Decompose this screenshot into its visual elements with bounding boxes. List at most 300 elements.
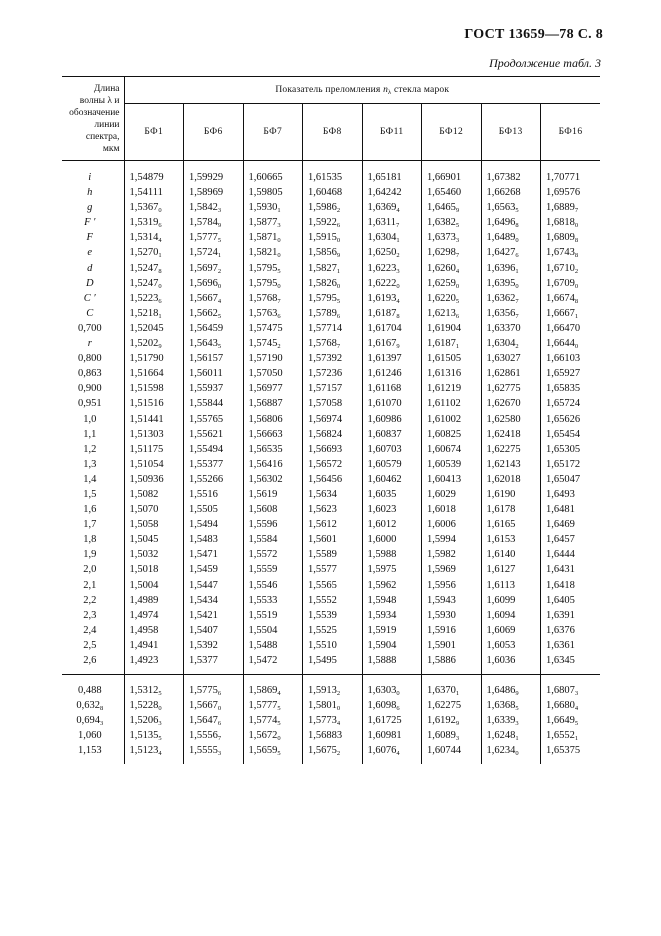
index-value: 1,5904: [362, 638, 422, 653]
index-value: 1,5434: [184, 593, 244, 608]
index-value: 1,5546: [243, 578, 303, 593]
index-value: 1,6035: [362, 487, 422, 502]
index-value: 1,5919: [362, 623, 422, 638]
index-value: 1,62018: [481, 472, 541, 487]
index-value: $1,5773_4$: [303, 713, 363, 728]
index-value: $1,6362_7$: [481, 291, 541, 306]
refractive-index-table: [62, 76, 600, 764]
index-value: $1,6710_2$: [541, 261, 601, 276]
index-value: 1,51441: [129, 413, 164, 425]
index-value: $1,6563_5$: [481, 200, 541, 215]
index-value: 1,5519: [243, 608, 303, 623]
index-value: 1,5969: [422, 562, 482, 577]
index-value: 1,5421: [184, 608, 244, 623]
index-value: $1,5228_0$: [129, 700, 162, 713]
wavelength-cell: i: [62, 170, 124, 185]
index-value: $1,5675_2$: [303, 743, 363, 758]
spacer-row: [62, 675, 600, 684]
spacer-row: [62, 759, 600, 764]
index-value: 1,58969: [184, 185, 244, 200]
index-value: 1,6140: [481, 547, 541, 562]
index-value: 1,61535: [303, 170, 363, 185]
index-value: $1,5801_0$: [303, 698, 363, 713]
brand-header: БФ16: [541, 104, 601, 161]
index-value: $1,6667_1$: [541, 306, 601, 321]
index-value: 1,60579: [362, 457, 422, 472]
index-value: 1,57714: [303, 321, 363, 336]
index-value: 1,5934: [362, 608, 422, 623]
index-value: $1,5842_3$: [184, 200, 244, 215]
index-value: 1,62418: [481, 427, 541, 442]
index-value: $1,6311_7$: [362, 215, 422, 230]
wavelength-cell: 1,6: [62, 502, 124, 517]
index-value: 1,4941: [129, 639, 159, 651]
index-value: 1,65172: [541, 457, 601, 472]
table-row: [62, 653, 600, 668]
index-value: 1,51664: [129, 368, 164, 380]
index-value: 1,55937: [184, 381, 244, 396]
table-row: [62, 215, 600, 230]
index-value: $1,6370_1$: [422, 683, 482, 698]
index-value: 1,55266: [184, 472, 244, 487]
table-row: [62, 351, 600, 366]
wavelength-cell: F: [62, 230, 124, 245]
table-row: [62, 245, 600, 260]
index-value: $1,5667_4$: [184, 291, 244, 306]
index-value: 1,56663: [243, 427, 303, 442]
index-value: $1,5312_5$: [129, 685, 162, 698]
index-value: 1,66103: [541, 351, 601, 366]
index-value: 1,5577: [303, 562, 363, 577]
table-row: [62, 532, 600, 547]
index-value: $1,6382_5$: [422, 215, 482, 230]
index-value: 1,60468: [303, 185, 363, 200]
index-value: 1,6012: [362, 517, 422, 532]
index-value: $1,5314_4$: [129, 232, 162, 245]
brand-header: БФ12: [422, 104, 482, 161]
wavelength-cell: 2,3: [62, 608, 124, 623]
index-value: 1,6190: [481, 487, 541, 502]
index-value: 1,56974: [303, 412, 363, 427]
index-value: $1,6818_0$: [541, 215, 601, 230]
index-value: $1,5745_2$: [243, 336, 303, 351]
index-value: 1,5886: [422, 653, 482, 668]
index-value: 1,5392: [184, 638, 244, 653]
table-row: [62, 321, 600, 336]
index-value: $1,6807_3$: [541, 683, 601, 698]
wavelength-cell: d: [62, 261, 124, 276]
page-header: ГОСТ 13659—78 С. 8: [464, 27, 603, 42]
wavelength-cell: 1,153: [62, 743, 124, 758]
index-value: 1,65305: [541, 442, 601, 457]
wavelength-column-header: [62, 77, 124, 161]
index-value: 1,6431: [541, 562, 601, 577]
index-value: 1,6006: [422, 517, 482, 532]
index-value: $1,6250_2$: [362, 245, 422, 260]
index-value: $1,5795_0$: [243, 276, 303, 291]
index-value: $1,5697_2$: [184, 261, 244, 276]
table-row: [62, 487, 600, 502]
index-value: 1,5032: [129, 549, 159, 561]
index-value: 1,5539: [303, 608, 363, 623]
index-value: 1,6376: [541, 623, 601, 638]
wavelength-header-line: спектра,: [85, 131, 120, 142]
index-value: 1,55765: [184, 412, 244, 427]
index-value: 1,57058: [303, 396, 363, 411]
brand-header: БФ7: [243, 104, 303, 161]
index-value: $1,5206_3$: [129, 715, 162, 728]
index-value: 1,6153: [481, 532, 541, 547]
index-value: $1,6465_9$: [422, 200, 482, 215]
index-value: $1,5795_5$: [303, 291, 363, 306]
wavelength-cell: 1,060: [62, 728, 124, 743]
index-value: $1,6304_1$: [362, 230, 422, 245]
wavelength-cell: 2,4: [62, 623, 124, 638]
index-value: $1,6098_6$: [362, 698, 422, 713]
brand-header: БФ6: [184, 104, 244, 161]
index-value: $1,5768_7$: [303, 336, 363, 351]
index-value: $1,6223_3$: [362, 261, 422, 276]
index-value: 1,63370: [481, 321, 541, 336]
index-value: 1,50936: [129, 473, 164, 485]
index-value: 1,5472: [243, 653, 303, 668]
index-value: 1,51790: [129, 353, 164, 365]
table-row: [62, 336, 600, 351]
table-row: [62, 547, 600, 562]
index-value: $1,5659_5$: [243, 743, 303, 758]
table-row: [62, 698, 600, 713]
index-value: 1,56157: [184, 351, 244, 366]
index-value: 1,56572: [303, 457, 363, 472]
index-value: $1,6298_7$: [422, 245, 482, 260]
index-value: 1,6000: [362, 532, 422, 547]
index-value: $1,6213_6$: [422, 306, 482, 321]
table-row: [62, 713, 600, 728]
table-row: [62, 200, 600, 215]
index-value: $1,5986_2$: [303, 200, 363, 215]
index-value: 1,56693: [303, 442, 363, 457]
index-value: 1,56416: [243, 457, 303, 472]
index-value: 1,6493: [541, 487, 601, 502]
index-value: 1,61168: [362, 381, 422, 396]
index-value: 1,65375: [541, 743, 601, 758]
index-value: 1,59805: [243, 185, 303, 200]
index-value: 1,5994: [422, 532, 482, 547]
index-value: $1,6076_4$: [362, 743, 422, 758]
index-value: 1,56883: [303, 728, 363, 743]
table-row: [62, 608, 600, 623]
index-value: 1,56887: [243, 396, 303, 411]
table-row: [62, 502, 600, 517]
index-value: 1,62275: [481, 442, 541, 457]
index-value: 1,5505: [184, 502, 244, 517]
index-value: $1,6192_9$: [422, 713, 482, 728]
index-value: 1,6481: [541, 502, 601, 517]
index-value: 1,61316: [422, 366, 482, 381]
brand-header: БФ13: [481, 104, 541, 161]
wavelength-cell: 2,2: [62, 593, 124, 608]
index-value: $1,6259_0$: [422, 276, 482, 291]
index-value: 1,51054: [129, 458, 164, 470]
index-value: 1,55621: [184, 427, 244, 442]
index-value: 1,5082: [129, 488, 159, 500]
index-value: 1,5962: [362, 578, 422, 593]
index-value: $1,5871_0$: [243, 230, 303, 245]
index-value: $1,6709_0$: [541, 276, 601, 291]
index-value: 1,57050: [243, 366, 303, 381]
index-value: 1,5943: [422, 593, 482, 608]
index-value: 1,5956: [422, 578, 482, 593]
index-value: 1,5377: [184, 653, 244, 668]
index-value: 1,69576: [541, 185, 601, 200]
index-value: 1,65626: [541, 412, 601, 427]
spacer-row: [62, 161, 600, 171]
index-value: 1,5510: [303, 638, 363, 653]
wavelength-cell: 1,7: [62, 517, 124, 532]
index-value: $1,5789_6$: [303, 306, 363, 321]
index-value: 1,6345: [541, 653, 601, 668]
wavelength-cell: 1,3: [62, 457, 124, 472]
wavelength-cell: 2,6: [62, 653, 124, 668]
index-value: 1,5612: [303, 517, 363, 532]
index-value: $1,5367_0$: [129, 202, 162, 215]
table-row: [62, 381, 600, 396]
index-value: $1,5774_5$: [243, 713, 303, 728]
wavelength-header-line: Длина: [93, 83, 120, 94]
index-value: 1,60674: [422, 442, 482, 457]
index-value: 1,6444: [541, 547, 601, 562]
index-value: $1,6889_7$: [541, 200, 601, 215]
continuation-note: Продолжение табл. 3: [489, 56, 601, 70]
index-value: 1,64242: [362, 185, 422, 200]
index-value: $1,5223_6$: [129, 292, 162, 305]
index-value: $1,5869_4$: [243, 683, 303, 698]
index-value: 1,61397: [362, 351, 422, 366]
index-value: $1,5922_6$: [303, 215, 363, 230]
index-value: $1,6089_3$: [422, 728, 482, 743]
index-value: 1,61246: [362, 366, 422, 381]
index-value: 1,60462: [362, 472, 422, 487]
index-value: $1,6649_5$: [541, 713, 601, 728]
wavelength-cell: 0,700: [62, 321, 124, 336]
index-value: $1,5247_0$: [129, 277, 162, 290]
index-value: 1,6023: [362, 502, 422, 517]
index-value: $1,5768_7$: [243, 291, 303, 306]
index-value: 1,62861: [481, 366, 541, 381]
index-value: 1,65181: [362, 170, 422, 185]
index-value: 1,6165: [481, 517, 541, 532]
index-value: 1,5004: [129, 579, 159, 591]
index-value: 1,5623: [303, 502, 363, 517]
index-value: $1,6373_3$: [422, 230, 482, 245]
index-value: $1,5667_0$: [184, 698, 244, 713]
wavelength-cell: 2,5: [62, 638, 124, 653]
index-value: 1,5525: [303, 623, 363, 638]
index-value: 1,65047: [541, 472, 601, 487]
index-value: 1,54111: [129, 187, 163, 199]
wavelength-cell: 1,9: [62, 547, 124, 562]
index-value: 1,5488: [243, 638, 303, 653]
index-value: $1,6303_0$: [362, 683, 422, 698]
index-value: $1,6234_0$: [481, 743, 541, 758]
table-row: [62, 291, 600, 306]
index-value: $1,6369_4$: [362, 200, 422, 215]
index-value: 1,51303: [129, 428, 164, 440]
index-value: 1,5601: [303, 532, 363, 547]
table-row: [62, 427, 600, 442]
table-body: [62, 161, 600, 764]
index-value: $1,5827_1$: [303, 261, 363, 276]
index-value: 1,6094: [481, 608, 541, 623]
index-value: $1,5662_5$: [184, 306, 244, 321]
table-row: [62, 578, 600, 593]
index-value: 1,54879: [129, 172, 164, 183]
index-value: 1,5948: [362, 593, 422, 608]
index-value: 1,60539: [422, 457, 482, 472]
index-value: $1,6260_4$: [422, 261, 482, 276]
index-value: 1,6469: [541, 517, 601, 532]
refractive-index-table-area: [62, 76, 600, 764]
index-value: 1,57190: [243, 351, 303, 366]
index-value: $1,5319_6$: [129, 217, 162, 230]
index-value: 1,6029: [422, 487, 482, 502]
brand-header: БФ1: [124, 104, 184, 161]
index-value: 1,6127: [481, 562, 541, 577]
brand-header: БФ11: [362, 104, 422, 161]
index-value: $1,6644_0$: [541, 336, 601, 351]
index-value: $1,6167_9$: [362, 336, 422, 351]
index-value: 1,61219: [422, 381, 482, 396]
index-value: 1,6391: [541, 608, 601, 623]
index-value: 1,56977: [243, 381, 303, 396]
wavelength-cell: h: [62, 185, 124, 200]
table-row: [62, 562, 600, 577]
index-value: 1,51598: [129, 383, 164, 395]
table-row: [62, 306, 600, 321]
index-value: $1,5784_9$: [184, 215, 244, 230]
index-value: 1,6053: [481, 638, 541, 653]
table-row: [62, 593, 600, 608]
index-value: 1,61725: [362, 713, 422, 728]
index-value: 1,6457: [541, 532, 601, 547]
index-value: $1,6809_8$: [541, 230, 601, 245]
index-value: 1,5407: [184, 623, 244, 638]
index-value: $1,5913_2$: [303, 683, 363, 698]
index-value: 1,67382: [481, 170, 541, 185]
refractive-index-group-header: Показатель преломления $n_\lambda$ стекла марок: [124, 77, 600, 104]
index-value: 1,66268: [481, 185, 541, 200]
index-value: $1,6552_1$: [541, 728, 601, 743]
index-value: 1,60744: [422, 743, 482, 758]
index-value: 1,5516: [184, 487, 244, 502]
wavelength-cell: $0,632_8$: [62, 698, 124, 713]
index-value: 1,5930: [422, 608, 482, 623]
table-row: [62, 170, 600, 185]
index-value: $1,5777_5$: [243, 698, 303, 713]
wavelength-cell: r: [62, 336, 124, 351]
index-value: 1,6113: [481, 578, 541, 593]
index-value: 1,65460: [422, 185, 482, 200]
index-value: $1,6674_8$: [541, 291, 601, 306]
wavelength-cell: 0,863: [62, 366, 124, 381]
index-value: 1,6069: [481, 623, 541, 638]
index-value: 1,60837: [362, 427, 422, 442]
index-value: 1,63027: [481, 351, 541, 366]
wavelength-cell: 1,0: [62, 412, 124, 427]
wavelength-header-line: волны λ и: [79, 95, 120, 106]
wavelength-cell: 1,2: [62, 442, 124, 457]
index-value: $1,6368_5$: [481, 698, 541, 713]
index-value: 1,61102: [422, 396, 482, 411]
table-row: [62, 457, 600, 472]
wavelength-cell: $0,694_3$: [62, 713, 124, 728]
index-value: 1,62143: [481, 457, 541, 472]
table-row: [62, 261, 600, 276]
index-value: 1,62275: [422, 698, 482, 713]
index-value: $1,6427_6$: [481, 245, 541, 260]
index-value: 1,5901: [422, 638, 482, 653]
index-value: 1,6018: [422, 502, 482, 517]
wavelength-header-line: мкм: [102, 143, 120, 154]
index-value: 1,61904: [422, 321, 482, 336]
index-value: 1,5471: [184, 547, 244, 562]
wavelength-cell: 0,951: [62, 396, 124, 411]
index-value: 1,6361: [541, 638, 601, 653]
index-value: $1,6187_8$: [362, 306, 422, 321]
index-value: 1,5552: [303, 593, 363, 608]
index-value: $1,5930_1$: [243, 200, 303, 215]
index-value: 1,62670: [481, 396, 541, 411]
index-value: 1,5634: [303, 487, 363, 502]
table-row: [62, 683, 600, 698]
index-value: 1,59929: [184, 170, 244, 185]
index-value: 1,65835: [541, 381, 601, 396]
index-value: 1,70771: [541, 170, 601, 185]
wavelength-cell: 0,800: [62, 351, 124, 366]
table-row: [62, 472, 600, 487]
wavelength-cell: 2,1: [62, 578, 124, 593]
index-value: $1,5202_9$: [129, 338, 162, 351]
index-value: $1,5647_6$: [184, 713, 244, 728]
index-value: 1,5572: [243, 547, 303, 562]
index-value: 1,56824: [303, 427, 363, 442]
brand-header-row: [62, 104, 600, 161]
wavelength-header-line: линии: [94, 119, 120, 130]
index-value: 1,5495: [303, 653, 363, 668]
index-value: $1,5247_8$: [129, 262, 162, 275]
index-value: 1,61505: [422, 351, 482, 366]
index-value: 1,55494: [184, 442, 244, 457]
index-value: $1,6489_0$: [481, 230, 541, 245]
index-value: $1,5821_0$: [243, 245, 303, 260]
index-value: 1,6418: [541, 578, 601, 593]
wavelength-cell: g: [62, 200, 124, 215]
wavelength-header-line: обозначение: [69, 107, 120, 118]
table-row: [62, 442, 600, 457]
index-value: $1,6187_1$: [422, 336, 482, 351]
index-value: $1,5856_9$: [303, 245, 363, 260]
index-value: 1,5619: [243, 487, 303, 502]
index-value: $1,5877_3$: [243, 215, 303, 230]
index-value: 1,5584: [243, 532, 303, 547]
index-value: $1,6486_9$: [481, 683, 541, 698]
index-value: 1,65454: [541, 427, 601, 442]
wavelength-cell: 1,8: [62, 532, 124, 547]
wavelength-cell: 0,900: [62, 381, 124, 396]
table-row: [62, 276, 600, 291]
table-row: [62, 396, 600, 411]
index-value: 1,56459: [184, 321, 244, 336]
